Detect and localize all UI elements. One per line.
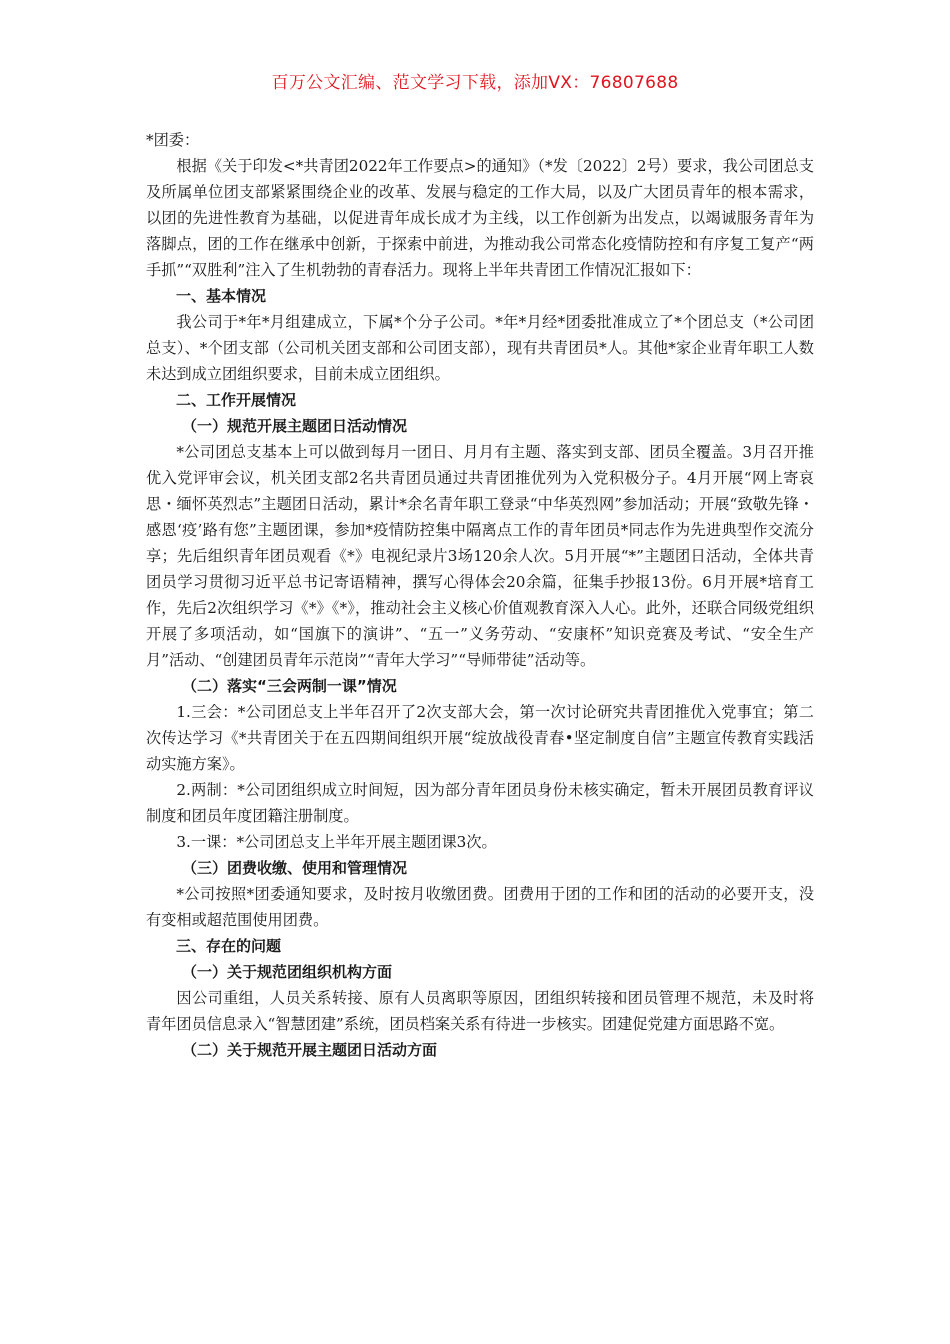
intro-paragraph: 根据《关于印发<*共青团2022年工作要点>的通知》（*发〔2022〕2号）要求，我公司团总支及所属单位团支部紧紧围绕企业的改革、发展与稳定的工作大局，以及广大团员青年的根本需求，以团的先进性教育为基础，以促进青年成长成才为主线，以工作创新为出发点，以竭诚服务青年为落脚点，团的工作在继承中创新，于探索中前进，为推动我公司常态化疫情防控和有序复工复产“两手抓”“双胜利”注入了生机勃勃的青春活力。现将上半年共青团工作情况汇报如下： — [146, 157, 814, 279]
organization-paragraph: 因公司重组，人员关系转接、原有人员离职等原因，团组织转接和团员管理不规范，未及时将青年团员信息录入“智慧团建”系统，团员档案关系有待进一步核实。团建促党建方面思路不宽。 — [146, 989, 814, 1033]
theme-day-paragraph: *公司团总支基本上可以做到每月一团日、月月有主题、落实到支部、团员全覆盖。3月召开推优入党评审会议，机关团支部2名共青团员通过共青团推优列为入党积极分子。4月开展“网上寄哀思・缅怀英烈志”主题团日活动，累计*余名青年职工登录“中华英烈网”参加活动；开展“致敬先锋・感恩‘疫’路有您”主题团课，参加*疫情防控集中隔离点工作的青年团员*同志作为先进典型作交流分享；先后组织青年团员观看《*》电视纪录片3场120余人次。5月开展“*”主题团日活动，全体共青团员学习贯彻习近平总书记寄语精神，撰写心得体会20余篇，征集手抄报13份。6月开展*培育工作，先后2次组织学习《*》《*》，推动社会主义核心价值观教育深入人心。此外，还联合同级党组织开展了多项活动，如“国旗下的演讲”、“五一”义务劳动、“安康杯”知识竞赛及考试、“安全生产月”活动、“创建团员青年示范岗”“青年大学习”“导师带徒”活动等。 — [146, 443, 814, 669]
section-heading-work: 二、工作开展情况 — [176, 391, 297, 409]
document-body — [146, 127, 814, 1063]
section-heading-problems: 三、存在的问题 — [176, 937, 282, 955]
watermark-banner: 百万公文汇编、范文学习下载，添加VX：76807688 — [271, 73, 679, 93]
salutation: *团委： — [146, 131, 200, 149]
one-lesson-item: 3.一课：*公司团总支上半年开展主题团课3次。 — [176, 833, 497, 851]
dues-paragraph: *公司按照*团委通知要求，及时按月收缴团费。团费用于团的工作和团的活动的必要开支，没有变相或超范围使用团费。 — [146, 885, 814, 929]
section-basic-paragraph: 我公司于*年*月组建成立，下属*个分子公司。*年*月经*团委批准成立了*个团总支（*公司团总支）、*个团支部（公司机关团支部和公司团支部），现有共青团员*人。其他*家企业青年职工人数未达到成立团组织要求，目前未成立团组织。 — [146, 313, 814, 383]
section-heading-basic: 一、基本情况 — [176, 287, 267, 305]
subheading-theme-day: （一）规范开展主题团日活动情况 — [182, 417, 408, 435]
subheading-theme-day-problems: （二）关于规范开展主题团日活动方面 — [182, 1041, 438, 1059]
three-meetings-item: 1.三会：*公司团总支上半年召开了2次支部大会，第一次讨论研究共青团推优入党事宜；第二次传达学习《*共青团关于在五四期间组织开展“绽放战役青春•坚定制度自信”主题宣传教育实践活动实施方案》。 — [146, 703, 814, 773]
subheading-organization: （一）关于规范团组织机构方面 — [182, 963, 393, 981]
two-systems-item: 2.两制：*公司团组织成立时间短，因为部分青年团员身份未核实确定，暂未开展团员教育评议制度和团员年度团籍注册制度。 — [146, 781, 814, 825]
subheading-dues: （三）团费收缴、使用和管理情况 — [182, 859, 408, 877]
subheading-three-meetings: （二）落实“三会两制一课”情况 — [182, 677, 397, 695]
